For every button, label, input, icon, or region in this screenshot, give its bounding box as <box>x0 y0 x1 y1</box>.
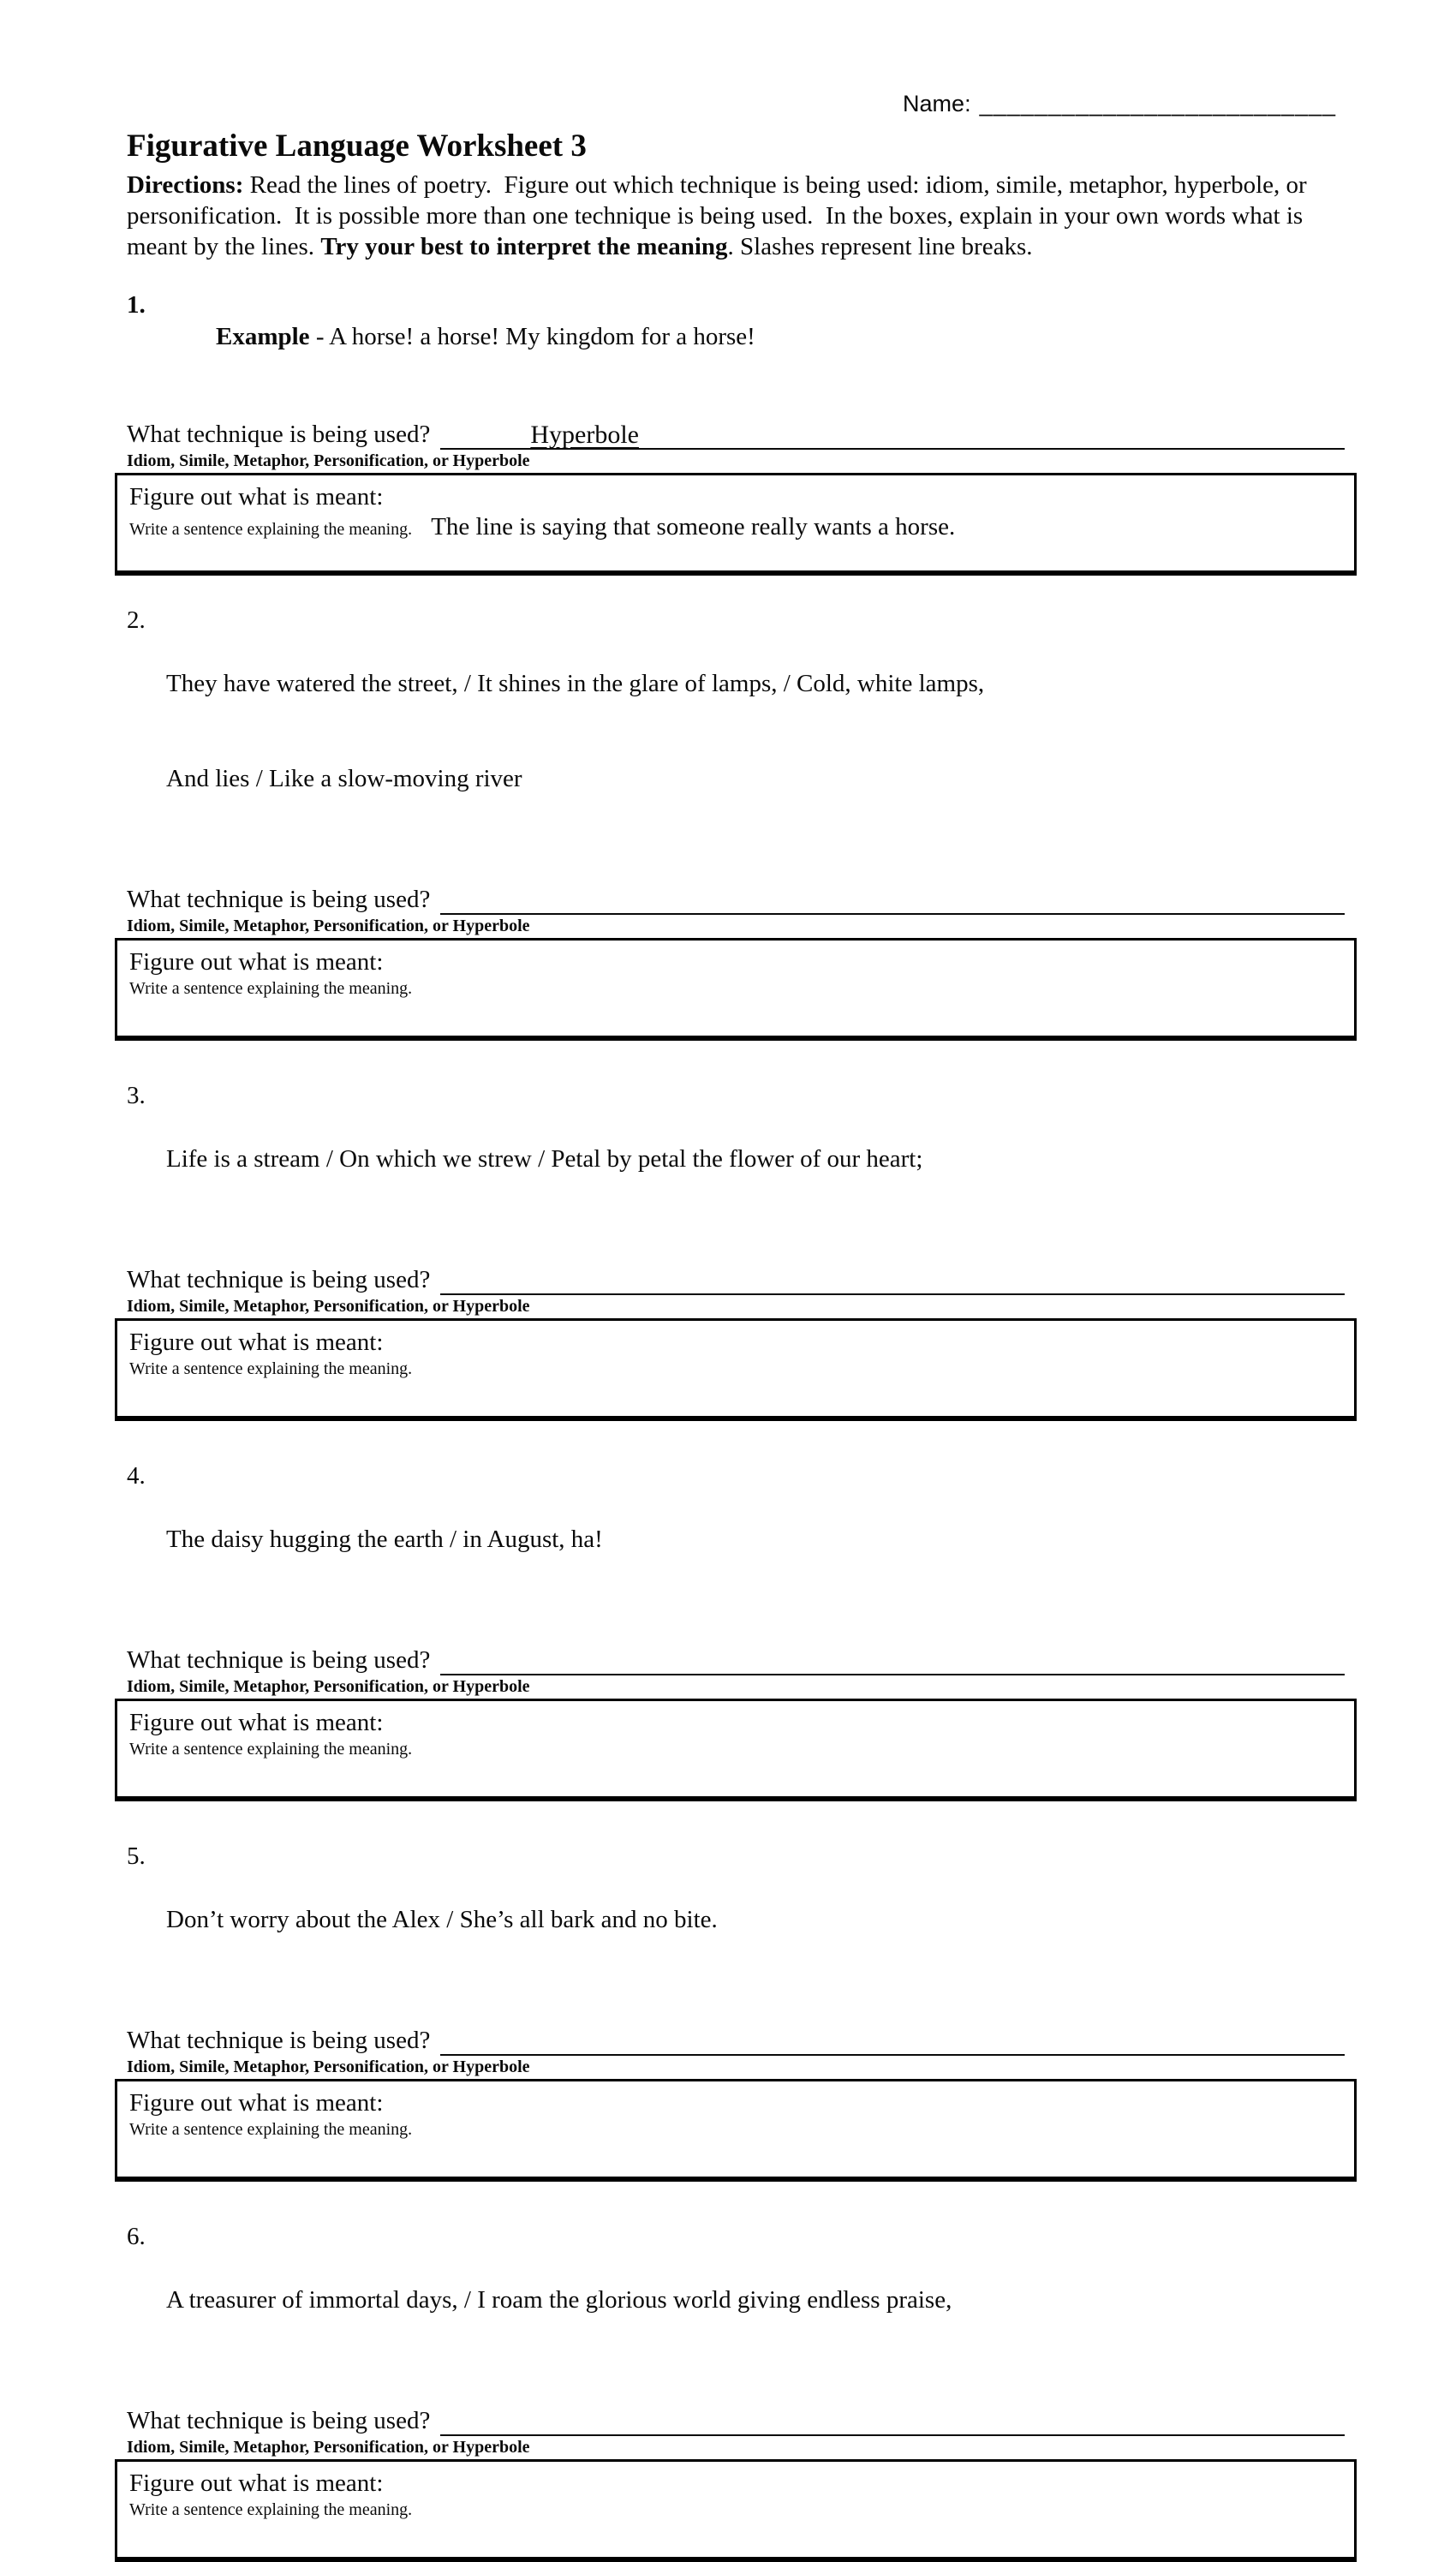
directions-bold-phrase: Try your best to interpret the meaning <box>320 233 728 260</box>
technique-options-hint: Idiom, Simile, Metaphor, Personification, or Hyperbole <box>127 2438 530 2457</box>
question-number: 5. <box>127 1842 146 1870</box>
question-4-text <box>127 1460 1345 1619</box>
question-line: Life is a stream / On which we strew / Petal by petal the flower of our heart; <box>166 1145 923 1173</box>
question-number: 6. <box>127 2223 146 2250</box>
name-input-line[interactable]: __________________________ <box>979 91 1336 116</box>
directions-tail: . Slashes represent line breaks. <box>727 233 1033 260</box>
question-line-2: And lies / Like a slow-moving river <box>166 765 522 792</box>
question-line: Don’t worry about the Alex / She’s all bark and no bite. <box>166 1906 718 1933</box>
question-line: They have watered the street, / It shines in the glare of lamps, / Cold, white lamps, <box>166 670 985 697</box>
question-3 <box>115 1080 1357 1421</box>
box-title: Figure out what is meant: <box>129 483 384 511</box>
technique-answer-line[interactable] <box>440 2023 1345 2056</box>
technique-answer-line[interactable] <box>440 417 1345 450</box>
technique-question-label: What technique is being used? <box>127 1266 431 1293</box>
technique-question-row <box>127 417 1345 450</box>
technique-question-row <box>127 882 1345 915</box>
technique-question-label: What technique is being used? <box>127 886 431 913</box>
question-number: 2. <box>127 606 146 634</box>
question-number: 3. <box>127 1082 146 1109</box>
box-hint: Write a sentence explaining the meaning. <box>129 979 413 998</box>
name-row <box>115 90 1336 117</box>
question-line: The daisy hugging the earth / in August, ha! <box>166 1526 603 1553</box>
technique-question-label: What technique is being used? <box>127 1646 431 1674</box>
question-2-text <box>127 605 1345 858</box>
box-hint: Write a sentence explaining the meaning. <box>129 2500 413 2519</box>
technique-options-hint: Idiom, Simile, Metaphor, Personification, or Hyperbole <box>127 917 530 935</box>
question-number: 4. <box>127 1462 146 1490</box>
directions-body: Read the lines of poetry. Figure out which technique is being used: idiom, simile, metaphor, hyperbole, or personification. It is possible more than one technique is being used. In the boxes, explain in your own words what is meant by the lines. <box>127 171 1313 260</box>
box-title: Figure out what is meant: <box>129 2089 384 2117</box>
meaning-answer-box[interactable] <box>115 473 1357 576</box>
technique-answer-line[interactable] <box>440 1263 1345 1295</box>
name-label: Name: <box>903 91 971 116</box>
technique-question-label: What technique is being used? <box>127 2407 431 2434</box>
question-2 <box>115 605 1357 1041</box>
question-3-text <box>127 1080 1345 1239</box>
meaning-answer-box[interactable] <box>115 2079 1357 2182</box>
question-line: A treasurer of immortal days, / I roam the glorious world giving endless praise, <box>166 2286 952 2314</box>
technique-answer-text: Hyperbole <box>530 421 639 449</box>
technique-answer-line[interactable] <box>440 1643 1345 1675</box>
technique-question-row <box>127 1643 1345 1675</box>
technique-answer-line[interactable] <box>440 882 1345 915</box>
technique-question-row <box>127 2404 1345 2436</box>
question-6 <box>115 2221 1357 2562</box>
question-1 <box>115 290 1357 576</box>
question-line: - A horse! a horse! My kingdom for a horse! <box>309 323 755 350</box>
directions-paragraph <box>127 170 1348 262</box>
meaning-answer-box[interactable] <box>115 2459 1357 2562</box>
technique-options-hint: Idiom, Simile, Metaphor, Personification, or Hyperbole <box>127 2057 530 2076</box>
box-title: Figure out what is meant: <box>129 948 384 976</box>
question-number: 1. <box>127 291 146 319</box>
technique-question-label: What technique is being used? <box>127 421 431 448</box>
example-label: Example <box>216 323 310 350</box>
meaning-answer-box[interactable] <box>115 1699 1357 1801</box>
question-4 <box>115 1460 1357 1801</box>
meaning-answer-box[interactable] <box>115 1318 1357 1421</box>
technique-options-hint: Idiom, Simile, Metaphor, Personification, or Hyperbole <box>127 1677 530 1696</box>
box-hint: Write a sentence explaining the meaning. <box>129 1740 413 1759</box>
technique-answer-line[interactable] <box>440 2404 1345 2436</box>
question-6-text <box>127 2221 1345 2380</box>
page-title: Figurative Language Worksheet 3 <box>127 128 587 164</box>
technique-question-label: What technique is being used? <box>127 2027 431 2054</box>
question-5 <box>115 1841 1357 2182</box>
box-title: Figure out what is meant: <box>129 1709 384 1736</box>
meaning-answer-text: The line is saying that someone really wants a horse. <box>431 513 956 540</box>
technique-question-row <box>127 1263 1345 1295</box>
box-hint: Write a sentence explaining the meaning. <box>129 2120 413 2139</box>
box-hint: Write a sentence explaining the meaning. <box>129 520 413 539</box>
meaning-answer-box[interactable] <box>115 938 1357 1041</box>
box-hint: Write a sentence explaining the meaning. <box>129 1359 413 1378</box>
technique-question-row <box>127 2023 1345 2056</box>
box-title: Figure out what is meant: <box>129 2469 384 2497</box>
question-1-text <box>127 290 1345 385</box>
technique-options-hint: Idiom, Simile, Metaphor, Personification, or Hyperbole <box>127 451 530 470</box>
box-title: Figure out what is meant: <box>129 1329 384 1356</box>
technique-options-hint: Idiom, Simile, Metaphor, Personification, or Hyperbole <box>127 1297 530 1316</box>
directions-label: Directions: <box>127 171 244 199</box>
question-5-text <box>127 1841 1345 1999</box>
